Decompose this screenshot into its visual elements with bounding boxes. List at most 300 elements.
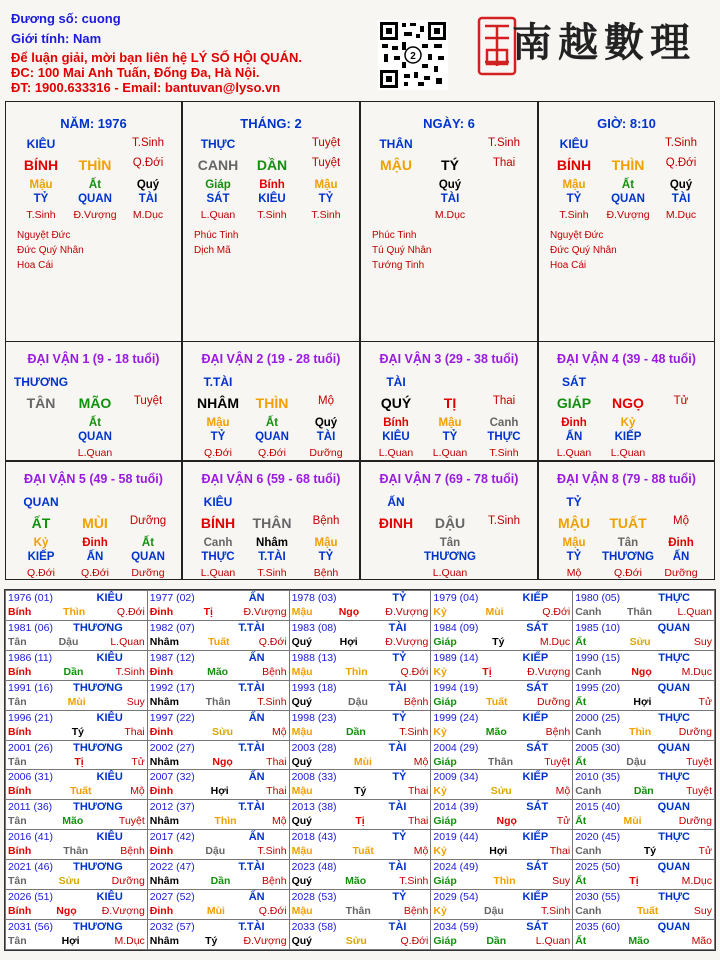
year-stem: Giáp: [433, 875, 457, 888]
year-cell: [573, 830, 715, 860]
year-stage: M.Dục: [681, 665, 712, 678]
year-stage: Thai: [407, 815, 429, 828]
year-branch: Mùi: [485, 606, 504, 618]
heavenly-stem: ẤT: [31, 515, 51, 531]
year-branch: Sửu: [629, 635, 651, 648]
year-cell: [6, 919, 148, 949]
stem-god-label: THÂN: [379, 137, 413, 151]
year-cell: [6, 860, 148, 890]
year-label: 1986 (11): [8, 651, 53, 664]
year-branch: Tý: [354, 785, 367, 798]
year-label: 1998 (23): [291, 711, 337, 724]
hidden-stage: L.Quan: [378, 447, 414, 459]
growth-stage: Mộ: [673, 515, 689, 527]
hidden-god: TỶ: [566, 193, 582, 205]
hidden-stem: Ất: [88, 179, 102, 191]
star-item: Nguyệt Đức: [550, 230, 604, 241]
contact-notice: Để luận giải, mời bạn liên hệ LÝ SỐ HỘI QUÁN.: [11, 50, 302, 65]
year-god: T.TÀI: [238, 681, 265, 694]
year-cell: [431, 890, 573, 920]
hidden-stage: Đ.Vượng: [73, 209, 117, 221]
year-branch: Tuất: [636, 905, 659, 918]
hidden-stage: T.Sinh: [489, 447, 519, 459]
year-stage: Mộ: [272, 815, 287, 828]
hidden-stem: Quý: [438, 179, 462, 191]
star-item: Tú Quý Nhân: [372, 245, 432, 256]
address: ĐC: 100 Mai Anh Tuấn, Đống Đa, Hà Nội.: [11, 65, 260, 80]
year-god: TÀI: [388, 920, 407, 933]
year-stage: Đ.Vượng: [527, 665, 571, 678]
year-label: 1978 (03): [291, 592, 337, 604]
year-branch: Tý: [205, 934, 218, 947]
star-item: Tướng Tinh: [372, 260, 425, 271]
year-stem: Kỷ: [433, 905, 447, 918]
year-stem: Canh: [575, 725, 602, 738]
luck-header: ĐẠI VẬN 2 (19 - 28 tuổi): [201, 352, 341, 366]
year-stage: Bệnh: [120, 845, 145, 858]
growth-stage: Q.Đới: [665, 157, 697, 169]
year-label: 1983 (08): [291, 621, 337, 634]
hidden-stage: T.Sinh: [257, 209, 287, 221]
hidden-stage: Q.Đới: [81, 567, 109, 579]
hidden-god: TỶ: [210, 431, 226, 443]
year-cell: [147, 620, 289, 650]
year-stem: Giáp: [433, 695, 457, 708]
year-god: ẤN: [248, 711, 265, 724]
year-cell: [431, 680, 573, 710]
year-god: QUAN: [657, 681, 690, 694]
year-stage: Dưỡng: [678, 815, 712, 828]
earthly-branch: MÙI: [82, 515, 108, 531]
hidden-god: KIẾP: [27, 551, 55, 563]
year-cell: [289, 800, 431, 830]
pillar-stars-list: [194, 228, 238, 258]
year-god: TỶ: [392, 711, 407, 724]
year-stem: Canh: [575, 845, 602, 858]
luck-cell: [182, 461, 360, 580]
hidden-stem: Đinh: [82, 537, 108, 549]
year-label: 2032 (57): [149, 920, 195, 933]
earthly-branch: NGỌ: [612, 395, 644, 411]
year-cell: [289, 710, 431, 740]
growth-stage: Thai: [492, 395, 516, 407]
year-stage: T.Sinh: [399, 725, 429, 738]
year-cell: [147, 919, 289, 949]
hidden-stem: Canh: [203, 537, 233, 549]
year-stem: Bính: [8, 725, 32, 738]
earthly-branch: THÌN: [255, 395, 289, 411]
svg-text:2: 2: [410, 51, 416, 62]
year-branch: Dần: [345, 725, 366, 738]
year-cell: [431, 800, 573, 830]
year-branch: Tị: [482, 665, 492, 678]
stage-top-label: T.Sinh: [665, 137, 697, 149]
year-stem: Nhâm: [149, 815, 179, 828]
year-label: 2016 (41): [8, 831, 53, 844]
hidden-god: TÀI: [316, 431, 336, 443]
stem-god-label: THỰC: [200, 137, 236, 151]
year-stem: Kỷ: [433, 665, 447, 678]
year-branch: Thìn: [63, 606, 86, 618]
hidden-stage: T.Sinh: [26, 209, 56, 221]
year-stem: Bính: [8, 606, 32, 618]
year-god: ẤN: [248, 651, 265, 664]
qr-code-icon[interactable]: [378, 20, 448, 90]
year-label: 2017 (42): [149, 831, 195, 844]
heavenly-stem: MẬU: [558, 515, 590, 531]
year-label: 2006 (31): [8, 771, 53, 784]
hidden-god: THƯƠNG: [424, 551, 476, 563]
year-cell: [147, 890, 289, 920]
heavenly-stem: TÂN: [26, 395, 56, 411]
hidden-stage: L.Quan: [432, 447, 468, 459]
pillar-stars-list: [550, 228, 617, 273]
year-stem: Tân: [8, 875, 27, 888]
year-stem: Đinh: [149, 725, 174, 738]
year-stage: Tử: [131, 755, 145, 768]
year-branch: Tị: [355, 815, 365, 828]
year-branch: Dần: [63, 665, 84, 678]
year-cell: [573, 800, 715, 830]
year-cell: [289, 740, 431, 770]
hidden-stage: T.Sinh: [311, 209, 341, 221]
year-stem: Đinh: [149, 665, 174, 678]
seal-stamp-icon: [477, 16, 517, 76]
growth-stage: Tử: [673, 395, 689, 407]
growth-stage: Q.Đới: [132, 157, 164, 169]
year-stage: Đ.Vượng: [385, 635, 429, 648]
hidden-stage: Bệnh: [313, 567, 339, 579]
year-label: 2034 (59): [433, 920, 479, 933]
year-god: THƯƠNG: [73, 801, 123, 814]
year-god: SÁT: [526, 741, 549, 754]
hidden-god: QUAN: [131, 551, 165, 563]
year-label: 2021 (46): [8, 861, 53, 874]
growth-stage: Dưỡng: [129, 515, 167, 527]
year-god: KIÊU: [96, 891, 123, 904]
year-stage: Đ.Vượng: [385, 606, 429, 618]
heavenly-stem: QUÝ: [380, 395, 412, 411]
year-label: 1977 (02): [149, 592, 195, 604]
year-stage: Suy: [552, 875, 571, 888]
year-stage: Mộ: [130, 785, 145, 798]
year-label: 1988 (13): [291, 651, 337, 664]
year-branch: Tị: [629, 875, 639, 888]
year-stem: Nhâm: [149, 635, 179, 648]
hidden-stage: L.Quan: [556, 447, 592, 459]
year-stage: Thai: [266, 785, 287, 798]
year-label: 1980 (05): [575, 592, 621, 604]
year-label: 2019 (44): [433, 831, 479, 844]
luck-header: ĐẠI VẬN 8 (79 - 88 tuổi): [557, 472, 696, 486]
year-branch: Thìn: [629, 725, 652, 738]
hidden-god: TỶ: [33, 193, 49, 205]
year-label: 2022 (47): [149, 861, 195, 874]
year-stage: Bệnh: [403, 905, 429, 918]
year-label: 2028 (53): [291, 891, 337, 904]
year-god: THỰC: [658, 831, 690, 844]
year-label: 2003 (28): [291, 741, 337, 754]
year-cell: [147, 591, 289, 621]
hidden-stage: Q.Đới: [258, 447, 286, 459]
year-stem: Mậu: [291, 665, 313, 678]
year-stem: Kỷ: [433, 725, 447, 738]
year-branch: Ngọ: [212, 755, 233, 768]
year-god: TỶ: [392, 831, 407, 844]
stem-god-label: TÀI: [386, 375, 406, 389]
year-cell: [431, 591, 573, 621]
year-stage: M.Dục: [539, 635, 571, 648]
earthly-branch: MÃO: [78, 395, 112, 411]
year-stem: Kỷ: [433, 606, 447, 618]
year-branch: Tý: [492, 635, 505, 648]
hidden-stem: Tân: [439, 537, 461, 549]
year-god: SÁT: [526, 920, 549, 933]
earthly-branch: TÝ: [441, 157, 459, 173]
year-god: KIÊU: [96, 592, 123, 604]
year-stage: Suy: [693, 905, 712, 918]
year-stem: Đinh: [149, 606, 174, 618]
year-branch: Mão: [485, 725, 507, 738]
year-stage: Q.Đới: [258, 635, 287, 648]
year-branch: Dậu: [626, 755, 647, 768]
year-stem: Bính: [8, 785, 32, 798]
year-god: SÁT: [526, 621, 549, 634]
hidden-god: KIÊU: [382, 431, 410, 443]
year-branch: Mão: [628, 934, 650, 947]
stage-top-label: T.Sinh: [488, 137, 520, 149]
year-cell: [431, 860, 573, 890]
luck-cell: [538, 461, 715, 580]
earthly-branch: TUẤT: [609, 515, 647, 531]
hidden-stem: Kỷ: [620, 417, 636, 429]
year-stem: Đinh: [149, 845, 174, 858]
hidden-stage: Dưỡng: [664, 567, 698, 579]
year-stem: Đinh: [149, 785, 174, 798]
year-branch: Sửu: [345, 934, 367, 947]
growth-stage: Thai: [492, 157, 516, 169]
year-stage: Tuyệt: [544, 755, 571, 768]
year-stem: Đinh: [149, 905, 174, 918]
year-cell: [147, 830, 289, 860]
earthly-branch: THÌN: [611, 157, 645, 173]
year-branch: Tuất: [208, 635, 230, 648]
year-cell: [431, 650, 573, 680]
hidden-stem: Quý: [669, 179, 693, 191]
year-god: TÀI: [388, 741, 407, 754]
year-stage: Thai: [266, 755, 287, 768]
year-cell: [431, 620, 573, 650]
hidden-god: TỶ: [318, 193, 334, 205]
hidden-stage: Q.Đới: [204, 447, 232, 459]
year-god: KIẾP: [522, 891, 549, 904]
year-cell: [289, 770, 431, 800]
hidden-god: ẤN: [672, 551, 690, 563]
year-stem: Giáp: [433, 635, 457, 648]
luck-cell: [360, 461, 538, 580]
svg-text:南越數理: 南越數理: [512, 19, 696, 66]
year-stage: Q.Đới: [258, 905, 287, 918]
year-branch: Sửu: [212, 725, 234, 738]
year-label: 2024 (49): [433, 861, 479, 874]
hidden-god: QUAN: [78, 193, 112, 205]
year-stem: Tân: [8, 755, 27, 768]
year-branch: Tý: [71, 725, 84, 738]
hidden-stem: Mậu: [314, 537, 338, 549]
year-stem: Quý: [291, 815, 313, 828]
stem-god-label: KIÊU: [26, 137, 56, 151]
year-label: 2001 (26): [8, 741, 53, 754]
year-stem: Mậu: [291, 725, 313, 738]
year-branch: Hợi: [339, 635, 358, 648]
year-stem: Kỷ: [433, 845, 447, 858]
year-label: 1995 (20): [575, 681, 621, 694]
year-branch: Dần: [633, 785, 654, 798]
stem-god-label: SÁT: [562, 375, 586, 389]
hidden-stage: Q.Đới: [27, 567, 55, 579]
year-cell: [6, 770, 148, 800]
stage-top-label: T.Sinh: [132, 137, 164, 149]
year-cell: [573, 770, 715, 800]
luck-header: ĐẠI VẬN 4 (39 - 48 tuổi): [557, 352, 696, 366]
pillar-stars-list: [372, 228, 431, 273]
year-stage: Q.Đới: [400, 934, 429, 947]
hidden-stem: Nhâm: [256, 537, 288, 549]
year-branch: Mão: [62, 815, 84, 828]
year-branch: Thân: [487, 755, 514, 768]
year-god: SÁT: [526, 681, 549, 694]
stem-god-label: KIÊU: [559, 137, 589, 151]
year-branch: Dậu: [483, 905, 504, 918]
year-god: KIẾP: [522, 771, 549, 784]
year-stem: Tân: [8, 934, 27, 947]
year-stage: Tuyệt: [686, 755, 712, 768]
year-stage: T.Sinh: [257, 845, 287, 858]
year-branch: Thìn: [214, 815, 237, 828]
year-cell: [147, 740, 289, 770]
year-label: 1997 (22): [149, 711, 195, 724]
year-god: THƯƠNG: [73, 681, 123, 694]
hidden-god: TÀI: [440, 193, 460, 205]
hidden-god: KIẾP: [614, 431, 642, 443]
hidden-god: TỶ: [442, 431, 458, 443]
hidden-stem: Bính: [259, 179, 285, 191]
hidden-god: QUAN: [611, 193, 645, 205]
year-label: 2002 (27): [149, 741, 195, 754]
year-branch: Mùi: [623, 815, 642, 828]
year-label: 2011 (36): [8, 801, 53, 814]
year-stem: Giáp: [433, 755, 457, 768]
year-stage: T.Sinh: [399, 875, 429, 888]
year-god: TỶ: [392, 651, 407, 664]
year-stage: M.Dục: [114, 934, 145, 947]
year-stage: Mão: [691, 934, 712, 947]
year-cell: [289, 591, 431, 621]
star-item: Phúc Tinh: [194, 230, 239, 241]
hidden-stem: Mậu: [206, 417, 230, 429]
phone-email[interactable]: ĐT: 1900.633316 - Email: bantuvan@lyso.vn: [11, 80, 281, 95]
year-label: 2026 (51): [8, 891, 53, 904]
year-label: 2000 (25): [575, 711, 621, 724]
year-stem: Mậu: [291, 845, 313, 858]
year-branch: Thìn: [345, 665, 368, 678]
hidden-stem: Mậu: [562, 537, 586, 549]
year-god: THƯƠNG: [73, 621, 123, 634]
year-stem: Quý: [291, 695, 313, 708]
hidden-god: QUAN: [255, 431, 289, 443]
hidden-stem: Mậu: [314, 179, 338, 191]
year-cell: [147, 860, 289, 890]
year-branch: Ngọ: [496, 815, 517, 828]
year-god: KIÊU: [96, 711, 123, 724]
star-item: Hoa Cái: [17, 260, 54, 271]
pillar-cell: [182, 101, 360, 342]
year-cell: [289, 830, 431, 860]
year-god: TÀI: [388, 681, 407, 694]
year-stage: Q.Đới: [116, 606, 145, 618]
stem-god-label: T.TÀI: [203, 375, 233, 389]
luck-cell: [360, 341, 538, 461]
year-god: KIẾP: [522, 831, 549, 844]
year-label: 2012 (37): [149, 801, 195, 814]
hidden-stage: M.Dục: [132, 209, 164, 221]
year-god: ẤN: [248, 831, 265, 844]
year-cell: [289, 860, 431, 890]
hidden-stem: Mậu: [29, 179, 53, 191]
stem-god-label: THƯƠNG: [13, 375, 69, 389]
hidden-god: TÀI: [138, 193, 158, 205]
year-stem: Quý: [291, 755, 313, 768]
year-stage: M.Dục: [681, 875, 712, 888]
year-stem: Canh: [575, 905, 602, 918]
year-branch: Mùi: [353, 755, 372, 768]
star-item: Nguyệt Đức: [17, 230, 71, 241]
year-god: THỰC: [658, 711, 690, 724]
year-branch: Sửu: [58, 875, 80, 888]
year-stage: Thai: [549, 845, 571, 858]
year-branch: Tị: [74, 755, 84, 768]
year-cell: [6, 591, 148, 621]
year-label: 2013 (38): [291, 801, 337, 814]
year-god: SÁT: [526, 861, 549, 874]
year-stem: Tân: [8, 695, 27, 708]
year-branch: Ngọ: [56, 905, 77, 918]
year-label: 1982 (07): [149, 621, 195, 634]
year-stage: L.Quan: [110, 635, 145, 648]
year-branch: Thân: [345, 905, 371, 918]
year-stage: Tuyệt: [118, 815, 145, 828]
pillar-header: NĂM: 1976: [60, 116, 127, 131]
year-stage: T.Sinh: [257, 695, 287, 708]
luck-cell: [182, 341, 360, 461]
growth-stage: Mộ: [318, 395, 334, 407]
hidden-stem: Giáp: [205, 179, 231, 191]
year-cell: [147, 800, 289, 830]
hidden-stem: Kỷ: [33, 537, 49, 549]
hidden-god: TÀI: [671, 193, 691, 205]
year-branch: Thân: [63, 845, 89, 858]
year-stage: Thai: [124, 725, 145, 738]
year-cell: [289, 680, 431, 710]
year-cell: [6, 620, 148, 650]
year-stem: Nhâm: [149, 755, 179, 768]
year-branch: Hợi: [489, 845, 508, 858]
hidden-stem: Đinh: [561, 417, 587, 429]
luck-header: ĐẠI VẬN 5 (49 - 58 tuổi): [24, 472, 163, 486]
year-label: 2014 (39): [433, 801, 479, 814]
hidden-god: SÁT: [206, 193, 230, 205]
growth-stage: T.Sinh: [488, 515, 520, 527]
